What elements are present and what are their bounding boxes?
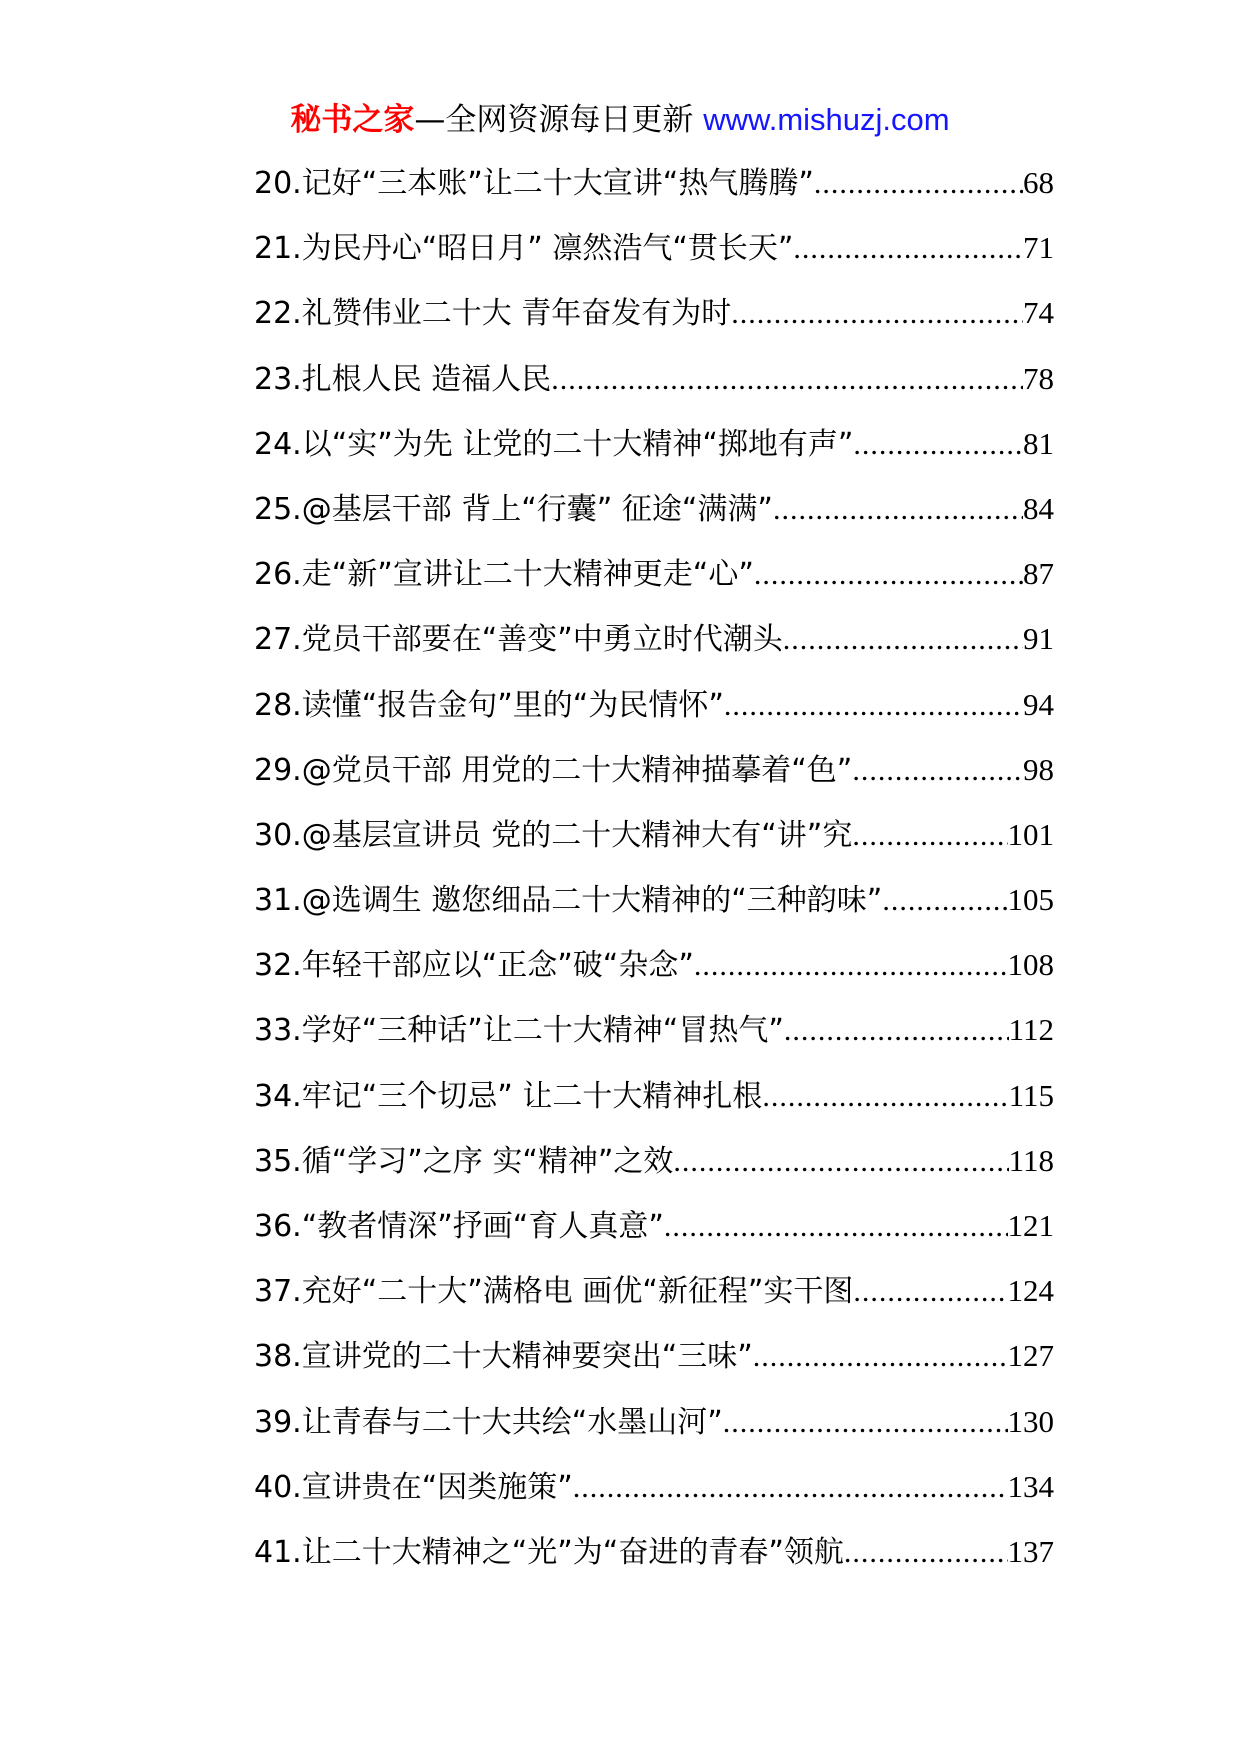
toc-entry-page-number: 108 <box>1007 947 1054 983</box>
toc-entry[interactable] <box>254 945 1054 1010</box>
toc-dot-leader <box>853 425 1023 465</box>
toc-entry-title: 37.充好“二十大”满格电 画优“新征程”实干图 <box>254 1274 854 1310</box>
toc-dot-leader <box>673 1142 1008 1182</box>
toc-entry-page-number: 78 <box>1023 360 1054 396</box>
toc-entry-page-number: 101 <box>1007 816 1054 852</box>
site-tagline: —全网资源每日更新 <box>414 102 704 138</box>
toc-entry-title: 41.让二十大精神之“光”为“奋进的青春”领航 <box>254 1534 844 1570</box>
toc-entry-title: 26.走“新”宣讲让二十大精神更走“心” <box>254 557 754 593</box>
toc-entry-title: 28.读懂“报告金句”里的“为民情怀” <box>254 687 724 723</box>
toc-entry[interactable] <box>254 1076 1054 1141</box>
toc-dot-leader <box>882 881 1007 921</box>
toc-dot-leader <box>731 294 1023 334</box>
toc-entry-title: 40.宣讲贵在“因类施策” <box>254 1469 573 1505</box>
toc-dot-leader <box>793 229 1023 269</box>
toc-dot-leader <box>573 1468 1008 1508</box>
toc-dot-leader <box>723 1403 1008 1443</box>
toc-dot-leader <box>664 1207 1008 1247</box>
toc-entry-title: 38.宣讲党的二十大精神要突出“三味” <box>254 1339 753 1375</box>
toc-dot-leader <box>754 555 1023 595</box>
toc-dot-leader <box>762 1077 1008 1117</box>
toc-entry-page-number: 121 <box>1007 1208 1054 1243</box>
toc-entry-page-number: 105 <box>1007 882 1054 918</box>
toc-entry-title: 33.学好“三种话”让二十大精神“冒热气” <box>254 1013 784 1049</box>
toc-entry-title: 31.@选调生 邀您细品二十大精神的“三种韵味” <box>254 883 883 919</box>
toc-entry[interactable] <box>254 359 1054 424</box>
toc-entry[interactable] <box>254 1271 1054 1336</box>
toc-dot-leader <box>844 1533 1008 1573</box>
toc-entry-title: 36.“教者情深”抒画“育人真意” <box>254 1209 664 1244</box>
toc-entry-page-number: 112 <box>1008 1012 1054 1048</box>
toc-entry-page-number: 98 <box>1023 751 1054 787</box>
toc-entry[interactable] <box>254 1467 1054 1532</box>
toc-dot-leader <box>753 1337 1008 1377</box>
toc-entry-page-number: 124 <box>1007 1273 1054 1309</box>
site-header <box>0 100 1240 140</box>
toc-entry-page-number: 81 <box>1023 425 1054 461</box>
toc-entry-title: 25.@基层干部 背上“行囊” 征途“满满” <box>254 491 773 527</box>
toc-entry[interactable] <box>254 685 1054 750</box>
toc-entry[interactable] <box>254 1206 1054 1271</box>
toc-dot-leader <box>852 751 1023 791</box>
toc-entry[interactable] <box>254 1336 1054 1401</box>
site-url[interactable]: www.mishuzj.com <box>703 102 950 137</box>
toc-entry-page-number: 115 <box>1008 1077 1054 1113</box>
toc-entry-page-number: 68 <box>1023 165 1054 200</box>
toc-entry[interactable] <box>254 1141 1054 1206</box>
toc-entry-title: 24.以“实”为先 让党的二十大精神“掷地有声” <box>254 426 854 462</box>
toc-dot-leader <box>814 164 1023 204</box>
toc-entry-page-number: 71 <box>1023 230 1054 266</box>
toc-entry[interactable] <box>254 554 1054 619</box>
toc-entry[interactable] <box>254 619 1054 684</box>
toc-entry-title: 22.礼赞伟业二十大 青年奋发有为时 <box>254 296 732 332</box>
toc-entry-page-number: 118 <box>1008 1142 1054 1178</box>
toc-entry[interactable] <box>254 1010 1054 1075</box>
toc-dot-leader <box>784 1011 1009 1051</box>
toc-entry-page-number: 130 <box>1007 1403 1054 1439</box>
toc-entry-title: 29.@党员干部 用党的二十大精神描摹着“色” <box>254 752 853 788</box>
toc-entry[interactable] <box>254 815 1054 880</box>
toc-entry-title: 35.循“学习”之序 实“精神”之效 <box>254 1143 674 1179</box>
toc-entry-title: 39.让青春与二十大共绘“水墨山河” <box>254 1404 723 1440</box>
toc-entry[interactable] <box>254 228 1054 293</box>
toc-entry-title: 21.为民丹心“昭日月” 凛然浩气“贯长天” <box>254 231 794 267</box>
toc-entry-title: 34.牢记“三个切忌” 让二十大精神扎根 <box>254 1078 763 1114</box>
toc-dot-leader <box>694 946 1008 986</box>
toc-dot-leader <box>773 490 1023 530</box>
brand-name: 秘书之家 <box>290 102 415 138</box>
toc-entry-page-number: 74 <box>1023 295 1054 331</box>
toc-entry-page-number: 127 <box>1007 1338 1054 1374</box>
toc-entry[interactable] <box>254 1402 1054 1467</box>
toc-entry-page-number: 91 <box>1023 621 1054 657</box>
toc-entry[interactable] <box>254 489 1054 554</box>
toc-entry[interactable] <box>254 1532 1054 1597</box>
toc-entry-page-number: 137 <box>1007 1533 1054 1569</box>
toc-dot-leader <box>724 686 1023 726</box>
toc-entry[interactable] <box>254 163 1054 228</box>
table-of-contents <box>254 163 1054 1597</box>
toc-entry-page-number: 134 <box>1007 1468 1054 1504</box>
toc-dot-leader <box>853 1272 1007 1312</box>
toc-entry-title: 20.记好“三本账”让二十大宣讲“热气腾腾” <box>254 166 814 201</box>
toc-entry-title: 30.@基层宣讲员 党的二十大精神大有“讲”究 <box>254 817 853 853</box>
toc-entry-page-number: 94 <box>1023 686 1054 722</box>
toc-entry-title: 23.扎根人民 造福人民 <box>254 361 552 397</box>
toc-dot-leader <box>551 360 1023 400</box>
toc-dot-leader <box>783 620 1023 660</box>
toc-entry[interactable] <box>254 880 1054 945</box>
toc-entry-page-number: 84 <box>1023 490 1054 526</box>
toc-entry-title: 32.年轻干部应以“正念”破“杂念” <box>254 948 694 984</box>
toc-entry[interactable] <box>254 293 1054 358</box>
toc-dot-leader <box>852 816 1007 856</box>
toc-entry-title: 27.党员干部要在“善变”中勇立时代潮头 <box>254 622 783 658</box>
toc-entry[interactable] <box>254 424 1054 489</box>
toc-entry[interactable] <box>254 750 1054 815</box>
toc-entry-page-number: 87 <box>1023 556 1054 592</box>
